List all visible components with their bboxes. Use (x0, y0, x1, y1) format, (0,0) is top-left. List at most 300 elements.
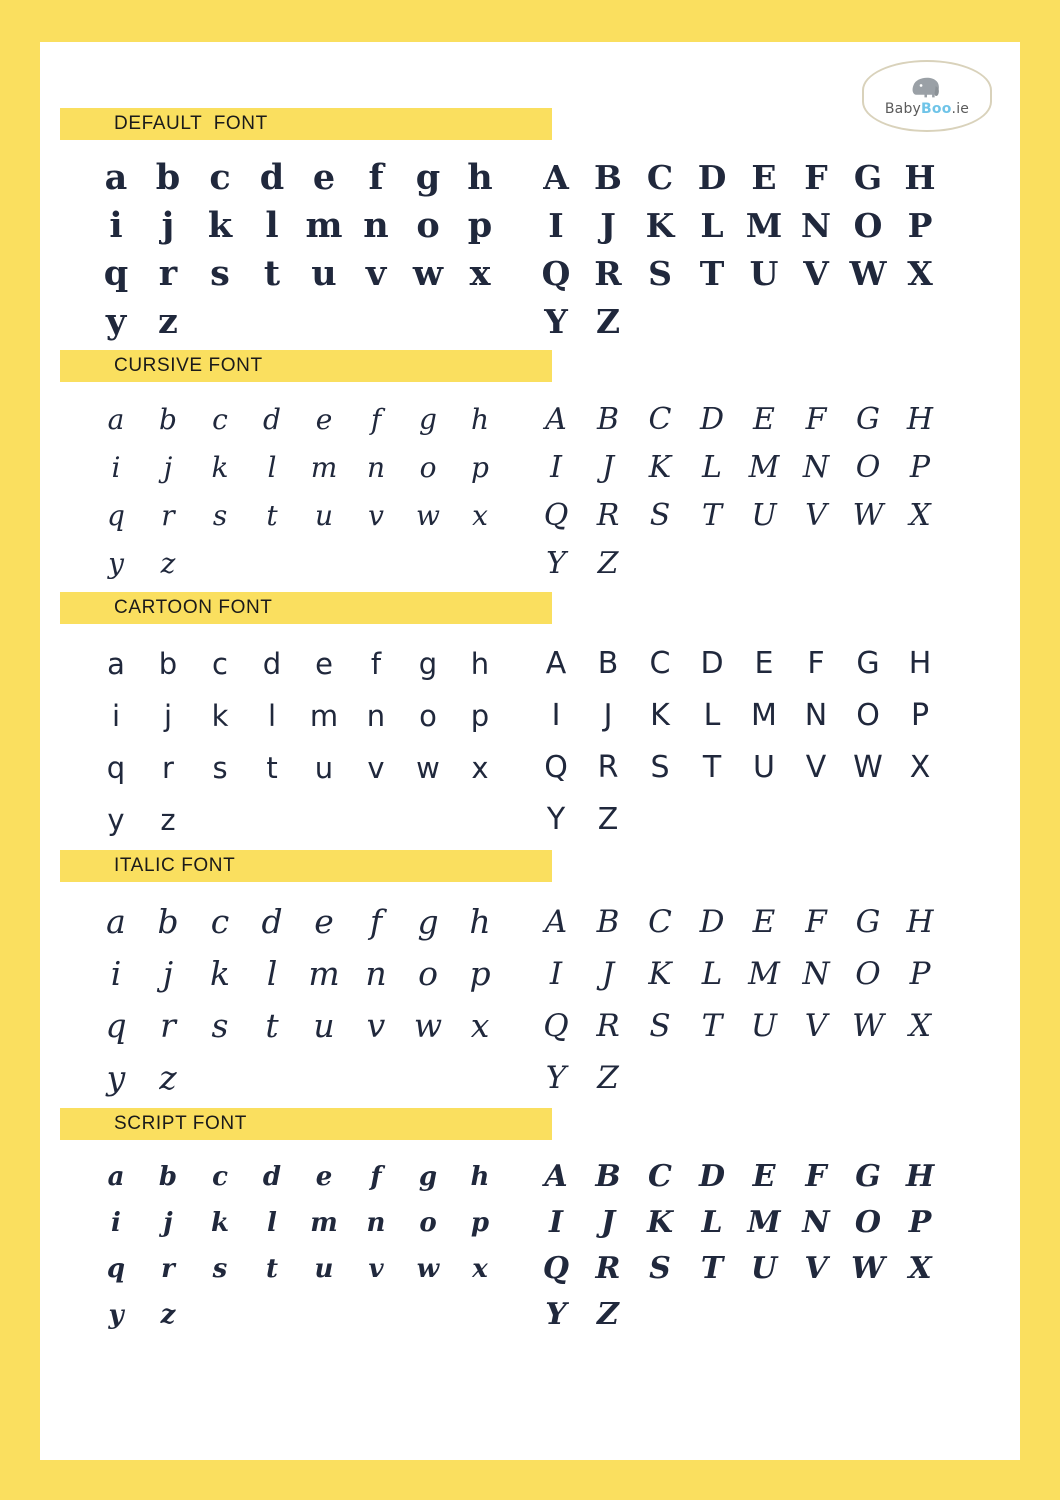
glyph: f (369, 902, 383, 941)
glyph: V (804, 1008, 828, 1044)
uppercase-column-italic (510, 896, 980, 1104)
glyph: b (158, 647, 178, 681)
letter-row (90, 202, 510, 250)
glyph: y (106, 1058, 126, 1097)
glyph: x (472, 1254, 488, 1284)
glyph: d (261, 902, 283, 941)
glyph: Z (595, 302, 621, 341)
glyph: v (367, 751, 385, 785)
glyph: e (312, 157, 336, 198)
letter-row (90, 1200, 510, 1246)
section-rows-script (40, 1140, 1020, 1342)
section-band-italic (60, 850, 552, 882)
glyph: q (107, 499, 125, 532)
glyph: z (160, 547, 176, 580)
glyph: r (161, 499, 175, 532)
glyph: M (748, 450, 780, 485)
uppercase-column-cursive (510, 396, 980, 588)
section-label-cartoon: CARTOON FONT (114, 597, 273, 618)
letter-row (530, 492, 980, 540)
glyph: t (265, 1254, 278, 1284)
glyph: h (470, 647, 490, 681)
glyph: m (310, 451, 338, 484)
glyph: G (856, 402, 880, 437)
glyph: O (854, 1205, 882, 1240)
glyph: s (212, 499, 228, 532)
glyph: l (265, 205, 279, 246)
glyph: W (853, 750, 883, 785)
glyph: g (419, 403, 437, 436)
glyph: E (752, 904, 776, 940)
letter-row (530, 948, 980, 1000)
glyph: V (805, 498, 827, 533)
glyph: U (750, 1251, 778, 1286)
glyph: x (469, 253, 491, 294)
glyph: V (804, 1251, 828, 1286)
glyph: X (907, 254, 933, 293)
letter-row (90, 1154, 510, 1200)
glyph: H (906, 402, 934, 437)
glyph: n (363, 205, 389, 246)
glyph: F (805, 402, 827, 437)
glyph: Y (545, 1297, 567, 1332)
glyph: U (749, 254, 779, 293)
letter-row (530, 794, 980, 846)
glyph: M (748, 956, 780, 992)
glyph: U (751, 498, 777, 533)
glyph: b (155, 157, 181, 198)
glyph: W (852, 498, 884, 533)
glyph: b (158, 1162, 178, 1192)
glyph: Z (597, 802, 619, 837)
glyph: o (418, 954, 438, 993)
section-rows-default (40, 140, 1020, 350)
glyph: R (594, 254, 622, 293)
glyph: g (418, 647, 438, 681)
glyph: i (111, 451, 121, 484)
lowercase-column-script (40, 1154, 510, 1338)
letter-row (530, 444, 980, 492)
glyph: c (210, 902, 230, 941)
glyph: s (211, 1006, 229, 1045)
glyph: E (751, 158, 777, 197)
glyph: J (600, 1205, 616, 1240)
glyph: l (266, 954, 278, 993)
glyph: W (851, 1251, 885, 1286)
glyph: X (909, 750, 931, 785)
glyph: k (211, 451, 229, 484)
lowercase-column-italic (40, 896, 510, 1104)
letter-row (530, 298, 980, 346)
glyph: o (416, 205, 440, 246)
glyph: s (212, 1254, 228, 1284)
glyph: r (162, 751, 174, 785)
glyph: H (908, 646, 932, 681)
uppercase-column-script (510, 1154, 980, 1338)
glyph: p (470, 1208, 490, 1238)
glyph: f (370, 1162, 382, 1192)
glyph: d (259, 157, 285, 198)
glyph: f (370, 403, 382, 436)
letter-row (90, 948, 510, 1000)
glyph: t (266, 499, 278, 532)
glyph: B (597, 646, 619, 681)
glyph: L (701, 956, 723, 992)
glyph: x (470, 1006, 490, 1045)
glyph: j (161, 205, 175, 246)
glyph: u (311, 253, 337, 294)
glyph: r (158, 253, 178, 294)
glyph: H (905, 1159, 935, 1194)
section-band-default (60, 108, 552, 140)
glyph: w (416, 751, 440, 785)
letter-row (530, 1292, 980, 1338)
letter-row (530, 742, 980, 794)
section-band-cursive (60, 350, 552, 382)
glyph: A (543, 158, 569, 197)
font-section-default (40, 42, 1020, 350)
glyph: e (315, 403, 333, 436)
font-sample-sheet (40, 42, 1020, 1460)
brand-name-suffix: .ie (951, 100, 970, 117)
glyph: z (159, 1058, 177, 1097)
glyph: U (750, 1008, 778, 1044)
letter-row (90, 396, 510, 444)
glyph: k (207, 205, 233, 246)
glyph: w (412, 253, 444, 294)
section-label-cursive: CURSIVE FONT (114, 355, 263, 376)
glyph: O (856, 698, 880, 733)
glyph: O (855, 450, 881, 485)
glyph: f (370, 647, 382, 681)
glyph: w (416, 1254, 440, 1284)
glyph: N (802, 1205, 830, 1240)
glyph: j (163, 699, 173, 733)
glyph: D (698, 1159, 725, 1194)
glyph: X (908, 1008, 932, 1044)
glyph: A (545, 646, 567, 681)
glyph: N (802, 956, 830, 992)
glyph: Q (541, 254, 571, 293)
glyph: L (702, 450, 722, 485)
glyph: e (314, 902, 334, 941)
letter-row (90, 154, 510, 202)
glyph: u (314, 1254, 334, 1284)
glyph: Z (597, 546, 619, 581)
glyph: M (751, 698, 777, 733)
glyph: F (804, 158, 828, 197)
letter-row (90, 1000, 510, 1052)
section-band-script (60, 1108, 552, 1140)
glyph: a (107, 647, 125, 681)
glyph: Q (543, 498, 569, 533)
glyph: d (262, 647, 282, 681)
glyph: w (413, 1006, 443, 1045)
letter-row (90, 492, 510, 540)
letter-row (530, 1154, 980, 1200)
glyph: M (745, 206, 783, 245)
glyph: e (315, 1162, 333, 1192)
glyph: x (471, 751, 489, 785)
glyph: L (703, 698, 721, 733)
glyph: O (853, 206, 883, 245)
glyph: b (157, 902, 179, 941)
font-section-script (40, 1108, 1020, 1342)
glyph: D (699, 402, 725, 437)
glyph: V (805, 750, 827, 785)
glyph: m (305, 205, 343, 246)
glyph: S (649, 498, 671, 533)
letter-row (530, 690, 980, 742)
glyph: q (106, 1254, 126, 1284)
glyph: s (212, 751, 228, 785)
glyph: j (163, 451, 173, 484)
glyph: I (549, 956, 563, 992)
glyph: C (648, 1159, 672, 1194)
glyph: g (418, 1162, 438, 1192)
glyph: C (648, 402, 672, 437)
glyph: p (469, 954, 491, 993)
glyph: q (106, 751, 126, 785)
glyph: D (699, 904, 725, 940)
glyph: F (807, 646, 825, 681)
glyph: c (212, 1162, 228, 1192)
section-band-cartoon (60, 592, 552, 624)
glyph: i (111, 1208, 121, 1238)
glyph: u (313, 1006, 335, 1045)
glyph: i (110, 954, 122, 993)
brand-name-accent: Boo (921, 100, 952, 117)
glyph: o (419, 699, 437, 733)
lowercase-column-default (40, 154, 510, 346)
glyph: v (368, 499, 384, 532)
glyph: y (108, 1300, 124, 1330)
glyph: F (805, 904, 827, 940)
glyph: P (907, 206, 933, 245)
glyph: Z (597, 1297, 619, 1332)
glyph: a (106, 902, 126, 941)
letter-row (530, 154, 980, 202)
glyph: i (111, 699, 121, 733)
glyph: A (544, 1159, 568, 1194)
glyph: A (544, 904, 568, 940)
glyph: Y (546, 546, 566, 581)
letter-row (90, 1246, 510, 1292)
glyph: C (648, 904, 672, 940)
glyph: J (600, 206, 616, 245)
glyph: P (910, 698, 930, 733)
letter-row (530, 1200, 980, 1246)
glyph: q (105, 1006, 127, 1045)
letter-row (530, 1000, 980, 1052)
glyph: P (909, 956, 931, 992)
letter-row (530, 202, 980, 250)
glyph: R (595, 1251, 621, 1286)
glyph: Q (543, 1008, 569, 1044)
glyph: B (595, 1159, 621, 1194)
glyph: W (849, 254, 887, 293)
glyph: s (210, 253, 230, 294)
lowercase-column-cursive (40, 396, 510, 588)
letter-row (530, 396, 980, 444)
glyph: L (700, 206, 724, 245)
glyph: h (467, 157, 493, 198)
glyph: E (754, 646, 774, 681)
glyph: N (800, 206, 832, 245)
glyph: O (855, 956, 881, 992)
glyph: T (701, 1008, 723, 1044)
glyph: S (650, 750, 670, 785)
glyph: v (368, 1254, 384, 1284)
glyph: T (699, 254, 725, 293)
glyph: t (263, 253, 281, 294)
letter-row (90, 638, 510, 690)
glyph: X (908, 1251, 932, 1286)
glyph: c (212, 647, 228, 681)
section-label-default: DEFAULT FONT (114, 113, 268, 134)
glyph: E (752, 1159, 776, 1194)
glyph: K (648, 956, 672, 992)
glyph: J (601, 450, 615, 485)
glyph: n (365, 954, 387, 993)
letter-row (90, 540, 510, 588)
letter-row (90, 444, 510, 492)
glyph: N (804, 698, 828, 733)
glyph: R (596, 1008, 620, 1044)
glyph: K (646, 1205, 674, 1240)
glyph: B (596, 402, 620, 437)
font-section-cartoon (40, 592, 1020, 850)
glyph: m (308, 954, 340, 993)
glyph: p (470, 699, 490, 733)
glyph: L (701, 1205, 723, 1240)
glyph: S (648, 254, 672, 293)
glyph: d (262, 1162, 282, 1192)
glyph: Q (544, 750, 568, 785)
letter-row (90, 742, 510, 794)
glyph: K (650, 698, 670, 733)
glyph: r (160, 1006, 176, 1045)
glyph: K (648, 450, 672, 485)
lowercase-column-cartoon (40, 638, 510, 846)
section-rows-cursive (40, 382, 1020, 592)
glyph: l (267, 699, 277, 733)
glyph: H (906, 904, 934, 940)
letter-row (530, 1246, 980, 1292)
glyph: z (160, 1300, 176, 1330)
glyph: a (107, 1162, 125, 1192)
glyph: m (310, 1208, 338, 1238)
glyph: D (700, 646, 724, 681)
glyph: p (467, 205, 493, 246)
glyph: w (416, 499, 440, 532)
glyph: B (596, 904, 620, 940)
glyph: j (163, 1208, 173, 1238)
glyph: z (158, 301, 178, 342)
glyph: V (803, 254, 829, 293)
glyph: T (701, 498, 722, 533)
glyph: t (265, 1006, 279, 1045)
glyph: j (162, 954, 174, 993)
glyph: C (649, 646, 671, 681)
letter-row (530, 896, 980, 948)
glyph: G (856, 646, 880, 681)
glyph: G (855, 904, 881, 940)
letter-row (90, 1292, 510, 1338)
glyph: n (366, 451, 386, 484)
glyph: K (645, 206, 675, 245)
glyph: o (419, 451, 437, 484)
glyph: G (855, 1159, 881, 1194)
glyph: u (314, 499, 334, 532)
glyph: U (753, 750, 775, 785)
glyph: N (802, 450, 830, 485)
glyph: i (109, 205, 123, 246)
glyph: E (753, 402, 775, 437)
glyph: Y (544, 302, 568, 341)
glyph: R (596, 498, 620, 533)
letter-row (90, 250, 510, 298)
glyph: o (419, 1208, 437, 1238)
glyph: H (904, 158, 936, 197)
glyph: k (211, 699, 229, 733)
glyph: Q (542, 1251, 570, 1286)
glyph: v (366, 1006, 386, 1045)
glyph: n (366, 699, 386, 733)
section-rows-italic (40, 882, 1020, 1108)
glyph: u (314, 751, 334, 785)
glyph: I (548, 206, 564, 245)
letter-row (530, 250, 980, 298)
glyph: J (603, 698, 613, 733)
glyph: I (551, 698, 561, 733)
glyph: r (161, 1254, 175, 1284)
glyph: c (209, 157, 231, 198)
glyph: g (417, 902, 439, 941)
glyph: y (105, 301, 127, 342)
glyph: F (805, 1159, 827, 1194)
glyph: R (597, 750, 619, 785)
glyph: k (210, 954, 230, 993)
section-label-italic: ITALIC FONT (114, 855, 236, 876)
glyph: h (469, 902, 491, 941)
section-rows-cartoon (40, 624, 1020, 850)
glyph: G (853, 158, 883, 197)
glyph: W (852, 1008, 884, 1044)
letter-row (90, 794, 510, 846)
glyph: I (548, 1205, 564, 1240)
letter-row (90, 896, 510, 948)
glyph: J (601, 956, 615, 992)
glyph: c (212, 403, 228, 436)
glyph: x (472, 499, 488, 532)
glyph: B (594, 158, 622, 197)
glyph: b (159, 403, 177, 436)
glyph: h (470, 403, 490, 436)
glyph: n (366, 1208, 386, 1238)
letter-row (90, 1052, 510, 1104)
glyph: T (702, 750, 722, 785)
glyph: d (263, 403, 281, 436)
glyph: P (908, 1205, 932, 1240)
glyph: h (470, 1162, 490, 1192)
glyph: y (107, 803, 125, 837)
letter-row (530, 540, 980, 588)
glyph: v (365, 253, 387, 294)
letter-row (530, 1052, 980, 1104)
font-section-italic (40, 850, 1020, 1108)
glyph: e (315, 647, 333, 681)
